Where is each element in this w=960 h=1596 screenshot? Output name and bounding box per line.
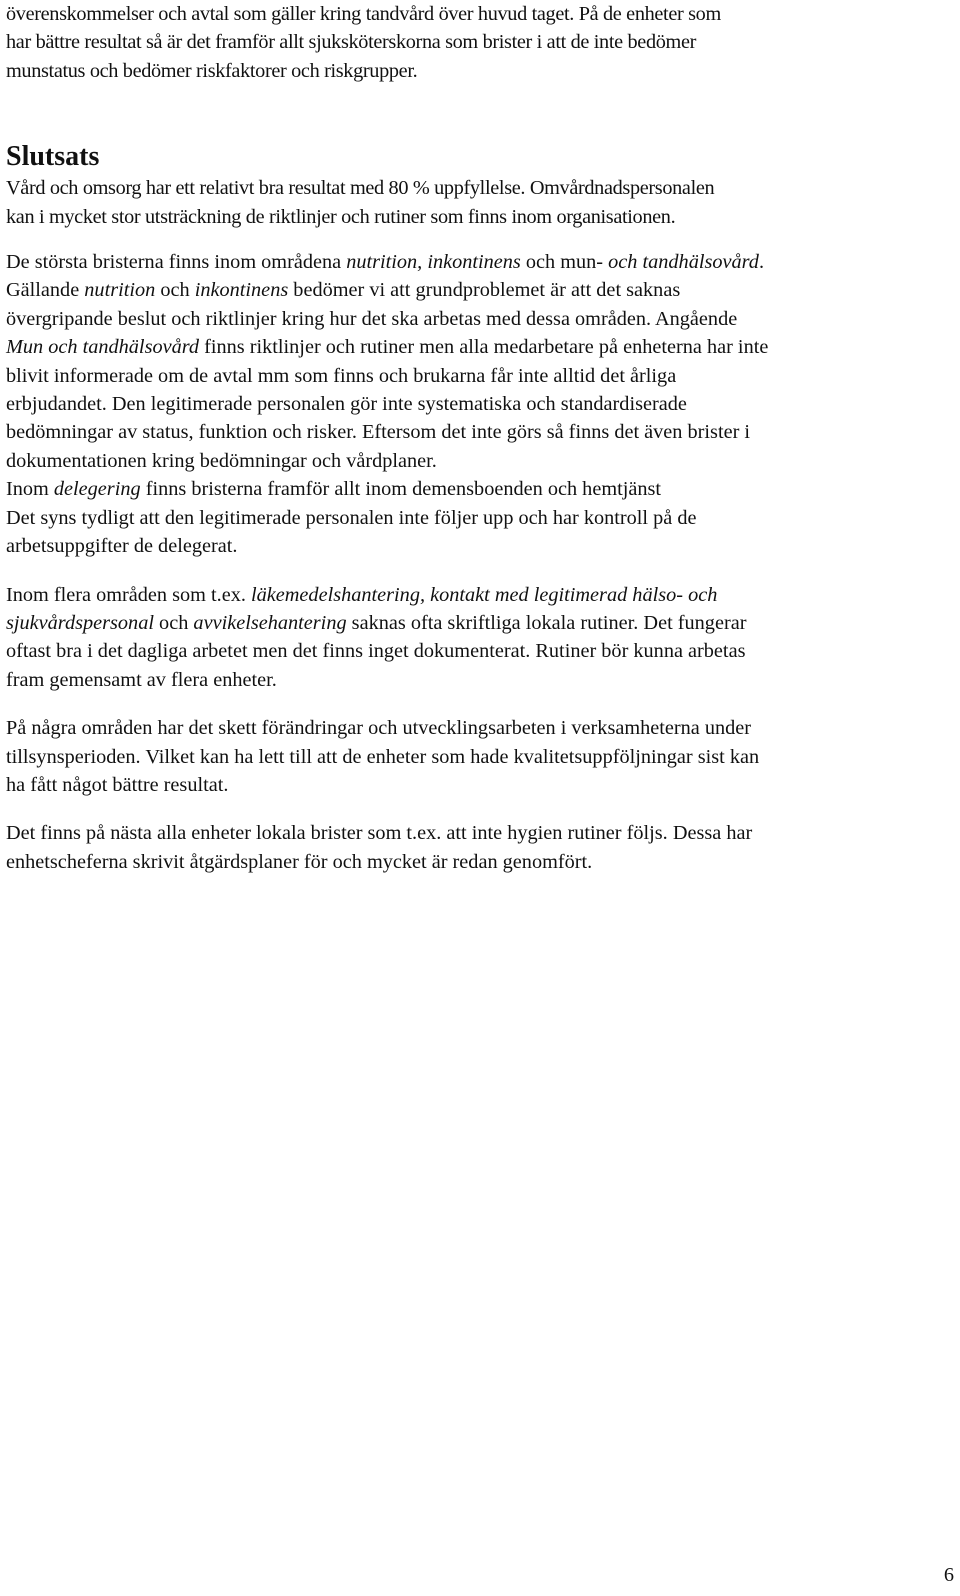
section-heading: Slutsats [6,141,100,173]
deficiencies-line-10: Det syns tydligt att den legitimerade personalen inte följer upp och har kontroll på de [6,506,697,529]
routines-line-1: Inom flera områden som t.ex. läkemedelshantering, kontakt med legitimerad hälso- och [6,583,718,606]
deficiencies-line-6: erbjudandet. Den legitimerade personalen gör inte systematiska och standardiserade [6,393,687,416]
intro-paragraph [6,0,954,85]
hygiene-paragraph [6,819,954,876]
deficiencies-line-5: blivit informerade om de avtal mm som finns och brukarna får inte alltid det årliga [6,364,677,387]
deficiencies-line-4: Mun och tandhälsovård finns riktlinjer och rutiner men alla medarbetare på enheterna har inte [6,336,769,359]
changes-line-2: tillsynsperioden. Vilket kan ha lett till att de enheter som hade kvalitetsuppföljningar sist kan [6,745,760,768]
intro-line-3: munstatus och bedömer riskfaktorer och riskgrupper. [6,59,418,82]
deficiencies-line-9: Inom delegering finns bristerna framför allt inom demensboenden och hemtjänst [6,478,662,501]
summary-line-1: Vård och omsorg har ett relativt bra resultat med 80 % uppfyllelse. Omvårdnadspersonalen [6,177,715,200]
deficiencies-line-1: De största bristerna finns inom områdena nutrition, inkontinens och mun- och tandhälsovård. [6,251,765,274]
deficiencies-line-3: övergripande beslut och riktlinjer kring hur det ska arbetas med dessa områden. Angående [6,307,738,330]
routines-line-4: fram gemensamt av flera enheter. [6,668,277,691]
changes-line-1: På några områden har det skett förändringar och utvecklingsarbeten i verksamheterna under [6,717,752,740]
deficiencies-line-11: arbetsuppgifter de delegerat. [6,535,238,558]
deficiencies-line-2: Gällande nutrition och inkontinens bedömer vi att grundproblemet är att det saknas [6,279,681,302]
summary-line-2: kan i mycket stor utsträckning de riktlinjer och rutiner som finns inom organisationen. [6,205,676,228]
intro-line-1: överenskommelser och avtal som gäller kring tandvård över huvud taget. På de enheter som [6,3,721,25]
intro-line-2: har bättre resultat så är det framför allt sjuksköterskorna som brister i att de inte bedömer [6,31,697,54]
routines-line-2: sjukvårdspersonal och avvikelsehantering saknas ofta skriftliga lokala rutiner. Det fungerar [6,611,747,634]
document-page [6,0,954,876]
page-number: 6 [943,1564,954,1586]
hygiene-line-2: enhetscheferna skrivit åtgärdsplaner för och mycket är redan genomfört. [6,850,593,873]
deficiencies-paragraph [6,248,954,560]
deficiencies-line-8: dokumentationen kring bedömningar och vårdplaner. [6,449,437,472]
routines-paragraph [6,581,954,695]
routines-line-3: oftast bra i det dagliga arbetet men det finns inget dokumenterat. Rutiner bör kunna arbetas [6,640,746,663]
hygiene-line-1: Det finns på nästa alla enheter lokala brister som t.ex. att inte hygien rutiner följs. Dessa har [6,822,753,845]
changes-paragraph [6,714,954,799]
summary-paragraph [6,174,954,231]
deficiencies-line-7: bedömningar av status, funktion och risker. Eftersom det inte görs så finns det även brister i [6,421,751,444]
changes-line-3: ha fått något bättre resultat. [6,773,229,796]
